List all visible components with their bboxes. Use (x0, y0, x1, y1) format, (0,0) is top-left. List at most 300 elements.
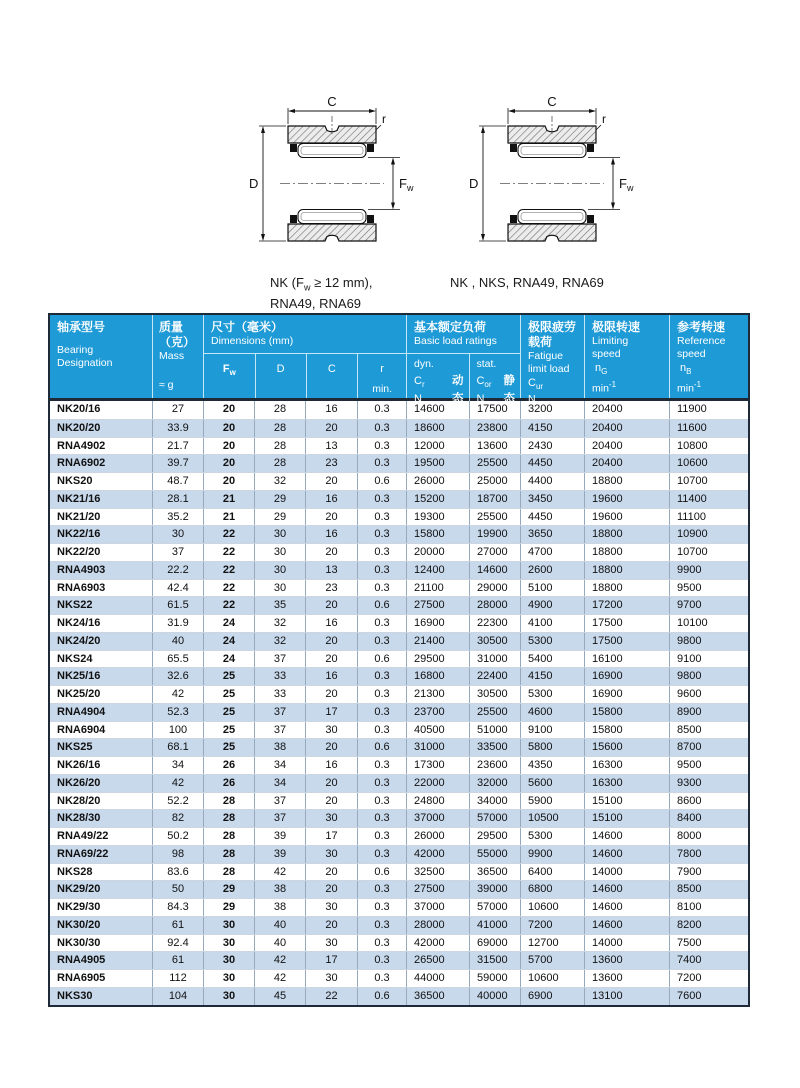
cell-d: 45 (254, 988, 305, 1005)
table-row (50, 472, 748, 490)
cell-fatigue-load-cur: 4150 (520, 668, 584, 685)
bearing-cross-section-drawing (468, 96, 636, 268)
seal-square (587, 144, 594, 152)
cell-fw: 28 (203, 846, 254, 863)
cell-d: 38 (254, 899, 305, 916)
cell-c: 13 (305, 562, 357, 579)
needle-roller-top (518, 144, 586, 158)
cell-fatigue-load-cur: 4400 (520, 473, 584, 490)
cell-reference-speed-nb: 8100 (669, 899, 747, 916)
cell-mass: 52.2 (152, 793, 203, 810)
cell-fw: 26 (203, 757, 254, 774)
cell-designation: NKS25 (57, 741, 93, 754)
cell-fw: 25 (203, 722, 254, 739)
cell-d: 30 (254, 562, 305, 579)
cell-d: 30 (254, 526, 305, 543)
seal-square (290, 144, 297, 152)
cell-limiting-speed-ng: 14000 (584, 935, 669, 952)
cell-dynamic-load-cr: 32500 (406, 864, 469, 881)
header-limiting-speed: 极限转速 Limiting speed $n_G$ $\min^{-1}$ (584, 315, 669, 398)
cell-reference-speed-nb: 9300 (669, 775, 747, 792)
arrowhead (261, 126, 265, 133)
cell-r-min: 0.6 (357, 651, 406, 668)
cell-fw: 28 (203, 864, 254, 881)
cell-reference-speed-nb: 8500 (669, 881, 747, 898)
cell-limiting-speed-ng: 20400 (584, 420, 669, 437)
cell-designation: NKS24 (57, 652, 93, 665)
cell-dynamic-load-cr: 24800 (406, 793, 469, 810)
cell-designation: NK24/20 (57, 634, 101, 647)
cell-limiting-speed-ng: 14000 (584, 864, 669, 881)
cell-c: 20 (305, 597, 357, 614)
cell-reference-speed-nb: 10700 (669, 544, 747, 561)
cell-limiting-speed-ng: 17500 (584, 615, 669, 632)
cell-fatigue-load-cur: 5300 (520, 633, 584, 650)
cell-dynamic-load-cr: 26500 (406, 952, 469, 969)
cell-fw: 28 (203, 793, 254, 810)
header-col-r: r min. (357, 354, 406, 398)
cell-designation: NK20/20 (57, 421, 101, 434)
cell-reference-speed-nb: 8400 (669, 810, 747, 827)
cell-fatigue-load-cur: 7200 (520, 917, 584, 934)
arrowhead (589, 109, 596, 113)
cell-dynamic-load-cr: 18600 (406, 420, 469, 437)
cell-designation: RNA49/22 (57, 830, 109, 842)
cell-designation: RNA4903 (57, 563, 106, 576)
cell-mass: 30 (152, 526, 203, 543)
cell-c: 20 (305, 544, 357, 561)
cell-dynamic-load-cr: 21300 (406, 686, 469, 703)
cell-limiting-speed-ng: 18800 (584, 580, 669, 597)
table-row (50, 543, 748, 561)
cell-limiting-speed-ng: 18800 (584, 562, 669, 579)
header-col-fw: $F_w$ (222, 363, 236, 378)
cell-d: 39 (254, 828, 305, 845)
cell-limiting-speed-ng: 13600 (584, 952, 669, 969)
cell-limiting-speed-ng: 18800 (584, 544, 669, 561)
cell-reference-speed-nb: 8600 (669, 793, 747, 810)
dim-label-r: r (382, 112, 386, 126)
cell-fw: 30 (203, 917, 254, 934)
cell-fw: 29 (203, 881, 254, 898)
cell-mass: 65.5 (152, 651, 203, 668)
cell-static-load-cor: 13600 (469, 438, 520, 455)
cell-dynamic-load-cr: 21100 (406, 580, 469, 597)
cell-fatigue-load-cur: 4700 (520, 544, 584, 561)
cell-mass: 48.7 (152, 473, 203, 490)
cell-designation: NK22/16 (57, 528, 101, 541)
header-designation (50, 315, 152, 398)
cell-designation: NK21/16 (57, 492, 101, 505)
cell-static-load-cor: 28000 (469, 597, 520, 614)
cell-r-min: 0.6 (357, 473, 406, 490)
cell-dynamic-load-cr: 21400 (406, 633, 469, 650)
bearing-drawing-nk-rna (248, 96, 423, 312)
cell-fw: 22 (203, 562, 254, 579)
cell-designation: RNA6904 (57, 723, 106, 736)
cell-d: 35 (254, 597, 305, 614)
cell-mass: 33.9 (152, 420, 203, 437)
cell-static-load-cor: 23800 (469, 420, 520, 437)
cell-r-min: 0.3 (357, 491, 406, 508)
cell-mass: 42.4 (152, 580, 203, 597)
cell-fw: 21 (203, 491, 254, 508)
cell-c: 20 (305, 633, 357, 650)
bearing-cross-section-drawing (248, 96, 416, 268)
table-row (50, 579, 748, 597)
cell-dynamic-load-cr: 12000 (406, 438, 469, 455)
cell-reference-speed-nb: 7600 (669, 988, 747, 1005)
cell-r-min: 0.3 (357, 935, 406, 952)
cell-limiting-speed-ng: 14600 (584, 917, 669, 934)
cell-c: 22 (305, 988, 357, 1005)
cell-fw: 28 (203, 810, 254, 827)
cell-designation: NK29/20 (57, 883, 101, 896)
cell-dynamic-load-cr: 27500 (406, 597, 469, 614)
cell-static-load-cor: 59000 (469, 970, 520, 987)
cell-r-min: 0.3 (357, 544, 406, 561)
cell-d: 28 (254, 438, 305, 455)
cell-designation: RNA6903 (57, 581, 106, 594)
header-mass (152, 315, 203, 398)
table-row (50, 596, 748, 614)
cell-dynamic-load-cr: 29500 (406, 651, 469, 668)
cell-fw: 20 (203, 420, 254, 437)
table-row (50, 632, 748, 650)
cell-fatigue-load-cur: 6400 (520, 864, 584, 881)
cell-limiting-speed-ng: 13100 (584, 988, 669, 1005)
cell-r-min: 0.3 (357, 899, 406, 916)
cell-mass: 84.3 (152, 899, 203, 916)
header-fatigue-unit: N (528, 393, 536, 406)
cell-r-min: 0.3 (357, 952, 406, 969)
cell-static-load-cor: 34000 (469, 793, 520, 810)
cell-c: 23 (305, 580, 357, 597)
seal-square (510, 215, 517, 223)
cell-r-min: 0.3 (357, 881, 406, 898)
table-row (50, 809, 748, 827)
cell-mass: 42 (152, 775, 203, 792)
cell-reference-speed-nb: 11400 (669, 491, 747, 508)
cell-c: 17 (305, 828, 357, 845)
header-dims-zh: 尺寸（毫米） (211, 320, 284, 334)
cell-designation: NK26/16 (57, 759, 101, 771)
cell-dynamic-load-cr: 15200 (406, 491, 469, 508)
cell-d: 33 (254, 686, 305, 703)
cell-r-min: 0.3 (357, 509, 406, 526)
cell-mass: 42 (152, 686, 203, 703)
cell-fw: 29 (203, 899, 254, 916)
seal-square (367, 144, 374, 152)
cell-limiting-speed-ng: 16900 (584, 668, 669, 685)
cell-fw: 22 (203, 597, 254, 614)
header-loads-en: Basic load ratings (414, 335, 497, 347)
table-row (50, 454, 748, 472)
cell-dynamic-load-cr: 19300 (406, 509, 469, 526)
cell-c: 20 (305, 473, 357, 490)
cell-static-load-cor: 27000 (469, 544, 520, 561)
cell-r-min: 0.3 (357, 686, 406, 703)
cell-fatigue-load-cur: 3650 (520, 526, 584, 543)
cell-reference-speed-nb: 10800 (669, 438, 747, 455)
cell-limiting-speed-ng: 17200 (584, 597, 669, 614)
cell-designation: NKS22 (57, 599, 93, 612)
cell-limiting-speed-ng: 14600 (584, 899, 669, 916)
cell-fatigue-load-cur: 10600 (520, 899, 584, 916)
cell-c: 20 (305, 917, 357, 934)
cell-static-load-cor: 36500 (469, 864, 520, 881)
cell-dynamic-load-cr: 36500 (406, 988, 469, 1005)
cell-mass: 21.7 (152, 438, 203, 455)
cell-fatigue-load-cur: 5400 (520, 651, 584, 668)
cell-static-load-cor: 22400 (469, 668, 520, 685)
table-row (50, 951, 748, 969)
cell-c: 20 (305, 864, 357, 881)
cell-d: 37 (254, 722, 305, 739)
cell-reference-speed-nb: 7400 (669, 952, 747, 969)
cell-r-min: 0.3 (357, 562, 406, 579)
cell-static-load-cor: 51000 (469, 722, 520, 739)
cell-fatigue-load-cur: 9100 (520, 722, 584, 739)
cell-mass: 100 (152, 722, 203, 739)
cell-fw: 25 (203, 686, 254, 703)
cell-mass: 39.7 (152, 455, 203, 472)
arrowhead (369, 109, 376, 113)
cell-d: 38 (254, 881, 305, 898)
header-r-min: min. (372, 383, 393, 395)
cell-dynamic-load-cr: 42000 (406, 846, 469, 863)
cell-mass: 52.3 (152, 704, 203, 721)
cell-fw: 20 (203, 473, 254, 490)
cell-reference-speed-nb: 9500 (669, 757, 747, 774)
cell-limiting-speed-ng: 18800 (584, 473, 669, 490)
table-row (50, 508, 748, 526)
table-row (50, 880, 748, 898)
table-row (50, 721, 748, 739)
header-mass-zh1: 质量 (159, 320, 184, 334)
cell-c: 20 (305, 881, 357, 898)
header-col-static: stat. $C_{or}$ 静 N 态 (469, 354, 520, 409)
cell-dynamic-load-cr: 26000 (406, 828, 469, 845)
cell-reference-speed-nb: 9100 (669, 651, 747, 668)
header-designation-zh: 轴承型号 (57, 320, 106, 334)
cell-fatigue-load-cur: 5700 (520, 952, 584, 969)
cell-designation: NKS20 (57, 475, 93, 487)
cell-fatigue-load-cur: 2430 (520, 438, 584, 455)
cell-fatigue-load-cur: 12700 (520, 935, 584, 952)
cell-d: 29 (254, 509, 305, 526)
cell-limiting-speed-ng: 15600 (584, 739, 669, 756)
cell-fw: 30 (203, 970, 254, 987)
table-row (50, 490, 748, 508)
cell-reference-speed-nb: 11600 (669, 420, 747, 437)
cell-fatigue-load-cur: 4450 (520, 455, 584, 472)
needle-roller-top (298, 144, 366, 158)
arrowhead (481, 126, 485, 133)
cell-static-load-cor: 22300 (469, 615, 520, 632)
cell-dynamic-load-cr: 14600 (406, 401, 469, 419)
cell-static-load-cor: 18700 (469, 491, 520, 508)
cell-mass: 22.2 (152, 562, 203, 579)
seal-square (367, 215, 374, 223)
header-dimensions-group (203, 315, 406, 398)
header-reference-speed: 参考转速 Reference speed $n_B$ $\min^{-1}$ (669, 315, 747, 398)
cell-fatigue-load-cur: 5900 (520, 793, 584, 810)
cell-fatigue-load-cur: 5300 (520, 828, 584, 845)
seal-square (510, 144, 517, 152)
cell-designation: NK30/30 (57, 936, 101, 949)
arrowhead (288, 109, 295, 113)
cell-limiting-speed-ng: 15800 (584, 704, 669, 721)
cell-designation: NK24/16 (57, 617, 101, 629)
cell-reference-speed-nb: 7200 (669, 970, 747, 987)
cell-c: 20 (305, 793, 357, 810)
cell-limiting-speed-ng: 15100 (584, 793, 669, 810)
cell-reference-speed-nb: 8500 (669, 722, 747, 739)
cell-dynamic-load-cr: 16900 (406, 615, 469, 632)
cell-d: 34 (254, 757, 305, 774)
cell-reference-speed-nb: 9900 (669, 562, 747, 579)
cell-dynamic-load-cr: 23700 (406, 704, 469, 721)
cell-d: 37 (254, 793, 305, 810)
cell-r-min: 0.3 (357, 793, 406, 810)
cell-c: 16 (305, 757, 357, 774)
cell-dynamic-load-cr: 20000 (406, 544, 469, 561)
cell-mass: 32.6 (152, 668, 203, 685)
cell-d: 40 (254, 935, 305, 952)
cell-c: 16 (305, 401, 357, 419)
cell-fatigue-load-cur: 6800 (520, 881, 584, 898)
cell-r-min: 0.3 (357, 420, 406, 437)
cell-designation: NK25/20 (57, 688, 101, 700)
drawing-caption: NK , NKS, RNA49, RNA69 (450, 275, 604, 290)
table-row (50, 774, 748, 792)
header-fatigue: 极限疲劳 载荷 Fatigue limit load $C_{ur}$ N (520, 315, 584, 398)
cell-c: 17 (305, 704, 357, 721)
cell-fatigue-load-cur: 4900 (520, 597, 584, 614)
needle-roller-bottom (298, 210, 366, 224)
table-row (50, 987, 748, 1005)
table-row (50, 738, 748, 756)
outer-ring-bottom (288, 224, 376, 241)
cell-dynamic-load-cr: 26000 (406, 473, 469, 490)
cell-r-min: 0.3 (357, 757, 406, 774)
cell-static-load-cor: 19900 (469, 526, 520, 543)
cell-limiting-speed-ng: 16100 (584, 651, 669, 668)
table-row (50, 845, 748, 863)
cell-static-load-cor: 25500 (469, 455, 520, 472)
cell-reference-speed-nb: 10700 (669, 473, 747, 490)
cell-mass: 61 (152, 952, 203, 969)
header-mass-unit: ≈ g (159, 379, 174, 391)
cell-fw: 25 (203, 704, 254, 721)
cell-dynamic-load-cr: 28000 (406, 917, 469, 934)
cell-fatigue-load-cur: 10500 (520, 810, 584, 827)
cell-dynamic-load-cr: 12400 (406, 562, 469, 579)
cell-fatigue-load-cur: 5300 (520, 686, 584, 703)
cell-designation: NK30/20 (57, 918, 101, 931)
cell-fatigue-load-cur: 5800 (520, 739, 584, 756)
cell-reference-speed-nb: 7500 (669, 935, 747, 952)
cell-static-load-cor: 29500 (469, 828, 520, 845)
dim-label-d: D (249, 176, 259, 191)
cell-d: 30 (254, 544, 305, 561)
cell-d: 42 (254, 864, 305, 881)
cell-limiting-speed-ng: 14600 (584, 881, 669, 898)
cell-c: 13 (305, 438, 357, 455)
cell-r-min: 0.6 (357, 597, 406, 614)
table-row (50, 685, 748, 703)
cell-r-min: 0.3 (357, 401, 406, 419)
cell-r-min: 0.3 (357, 668, 406, 685)
cell-r-min: 0.3 (357, 455, 406, 472)
cell-fw: 24 (203, 651, 254, 668)
cell-d: 42 (254, 970, 305, 987)
cell-d: 37 (254, 810, 305, 827)
cell-c: 23 (305, 455, 357, 472)
table-row (50, 525, 748, 543)
cell-c: 20 (305, 775, 357, 792)
cell-fatigue-load-cur: 3450 (520, 491, 584, 508)
cell-mass: 83.6 (152, 864, 203, 881)
cell-c: 16 (305, 526, 357, 543)
cell-mass: 82 (152, 810, 203, 827)
cell-designation: NK26/20 (57, 776, 101, 789)
cell-d: 40 (254, 917, 305, 934)
cell-designation: RNA6902 (57, 457, 106, 470)
cell-d: 32 (254, 473, 305, 490)
cell-static-load-cor: 40000 (469, 988, 520, 1005)
cell-d: 32 (254, 615, 305, 632)
table-row (50, 916, 748, 934)
cell-designation: NK28/20 (57, 794, 101, 807)
cell-fw: 30 (203, 935, 254, 952)
cell-d: 38 (254, 739, 305, 756)
cell-static-load-cor: 30500 (469, 633, 520, 650)
cell-reference-speed-nb: 9800 (669, 633, 747, 650)
arrowhead (508, 109, 515, 113)
cell-dynamic-load-cr: 40500 (406, 722, 469, 739)
cell-mass: 61.5 (152, 597, 203, 614)
header-dims-en: Dimensions (mm) (211, 335, 294, 347)
header-mass-en: Mass (159, 350, 185, 362)
cell-reference-speed-nb: 9700 (669, 597, 747, 614)
table-row (50, 898, 748, 916)
cell-designation: NK22/20 (57, 546, 101, 558)
cell-c: 20 (305, 420, 357, 437)
cell-r-min: 0.6 (357, 864, 406, 881)
cell-static-load-cor: 32000 (469, 775, 520, 792)
cell-mass: 112 (152, 970, 203, 987)
cell-reference-speed-nb: 10600 (669, 455, 747, 472)
cell-static-load-cor: 33500 (469, 739, 520, 756)
cell-r-min: 0.3 (357, 615, 406, 632)
cell-static-load-cor: 25500 (469, 509, 520, 526)
cell-fw: 21 (203, 509, 254, 526)
cell-c: 30 (305, 970, 357, 987)
cell-r-min: 0.3 (357, 580, 406, 597)
cell-fatigue-load-cur: 5600 (520, 775, 584, 792)
cell-r-min: 0.3 (357, 775, 406, 792)
table-row (50, 401, 748, 419)
cell-dynamic-load-cr: 42000 (406, 935, 469, 952)
cell-mass: 98 (152, 846, 203, 863)
cell-limiting-speed-ng: 15100 (584, 810, 669, 827)
table-row (50, 827, 748, 845)
cell-designation: NK20/16 (57, 403, 101, 415)
cell-static-load-cor: 29000 (469, 580, 520, 597)
seal-square (587, 215, 594, 223)
